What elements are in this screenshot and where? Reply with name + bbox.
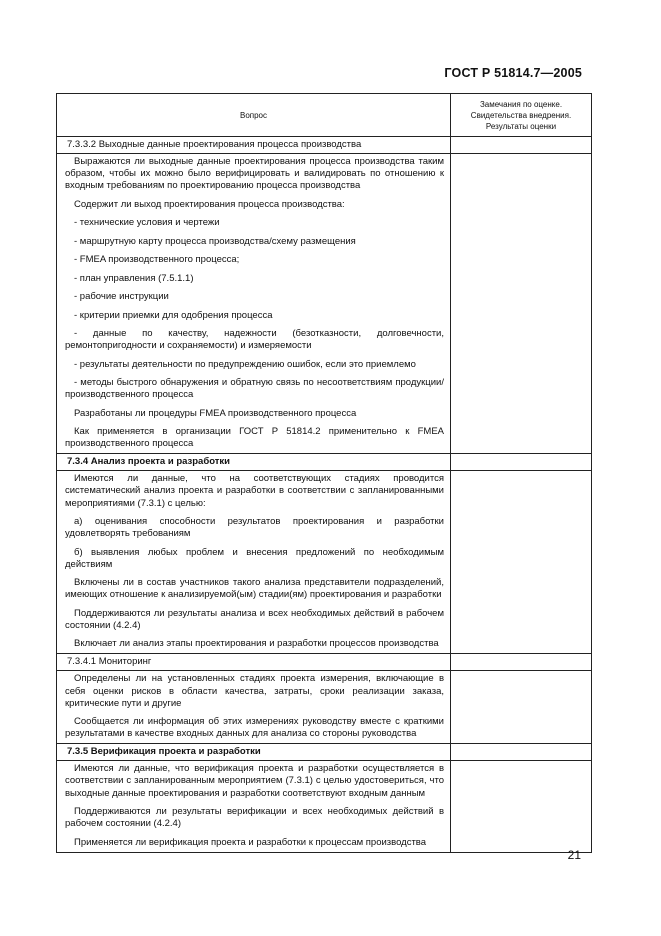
section-body xyxy=(57,471,451,654)
table-header-row xyxy=(57,94,592,137)
section-row xyxy=(57,137,592,154)
remarks-cell xyxy=(451,671,592,744)
paragraph: - данные по качеству, надежности (безотказности, долговечности, ремонтопригодности и сохраняемости) и измеряемости xyxy=(65,328,444,352)
section-body xyxy=(57,761,451,852)
paragraph: - рабочие инструкции xyxy=(74,291,169,303)
question-column-header: Вопрос xyxy=(57,94,451,137)
paragraph: Имеются ли данные, что верификация проекта и разработки осуществляется в соответствии с запланированным мероприятием (7.3.1) с целью удостовериться, что выходные данные проектирования и разработки соответствуют входным данным xyxy=(65,763,444,799)
remarks-cell xyxy=(451,454,592,471)
paragraph: Включены ли в состав участников такого анализа представители подразделений, имеющих отношение к анализируемой(ым) стадии(ям) проектирования и разработки xyxy=(65,577,444,601)
paragraph: - маршрутную карту процесса производства/схему размещения xyxy=(74,235,356,247)
paragraph: Как применяется в организации ГОСТ Р 51814.2 применительно к FMEA производственного процесса xyxy=(65,426,444,450)
section-row xyxy=(57,744,592,761)
paragraph: Имеются ли данные, что на соответствующих стадиях проводится систематический анализ проекта и разработки в соответствии с запланированными мероприятиями (7.3.1) с целью: xyxy=(65,473,444,509)
section-row xyxy=(57,454,592,471)
paragraph: Выражаются ли выходные данные проектирования процесса производства таким образом, чтобы их можно было верифицировать и валидировать по отношению к входным требованиям по проектированию процесса производства xyxy=(65,156,444,192)
paragraph: Определены ли на установленных стадиях проекта измерения, включающие в себя оценки рисков в области качества, затраты, сроки реализации заказа, критические пути и другие xyxy=(65,673,444,709)
paragraph: Сообщается ли информация об этих измерениях руководству вместе с краткими результатами в качестве входных данных для анализа со стороны руководства xyxy=(65,716,444,740)
section-body-row xyxy=(57,154,592,454)
remarks-cell xyxy=(451,154,592,454)
paragraph: - технические условия и чертежи xyxy=(74,217,220,229)
section-body xyxy=(57,671,451,744)
section-title: 7.3.4 Анализ проекта и разработки xyxy=(57,454,451,471)
paragraph: - методы быстрого обнаружения и обратную связь по несоответствиям продукции/производственного процесса xyxy=(65,377,444,401)
paragraph: Разработаны ли процедуры FMEA производственного процесса xyxy=(74,407,357,419)
remarks-cell xyxy=(451,761,592,852)
paragraph: - план управления (7.5.1.1) xyxy=(74,272,194,284)
paragraph: Включает ли анализ этапы проектирования и разработки процессов производства xyxy=(74,638,439,650)
section-title: 7.3.5 Верификация проекта и разработки xyxy=(57,744,451,761)
paragraph: б) выявления любых проблем и внесения предложений по необходимым действиям xyxy=(65,546,444,570)
remarks-column-header: Замечания по оценке. Свидетельства внедрения. Результаты оценки xyxy=(451,94,592,137)
paragraph: - FMEA производственного процесса; xyxy=(74,254,240,266)
paragraph: а) оценивания способности результатов проектирования и разработки удовлетворять требованиям xyxy=(65,516,444,540)
paragraph: - критерии приемки для одобрения процесса xyxy=(74,309,273,321)
section-title: 7.3.3.2 Выходные данные проектирования процесса производства xyxy=(57,137,451,154)
page-number: 21 xyxy=(567,848,581,862)
remarks-cell xyxy=(451,471,592,654)
section-body-row xyxy=(57,471,592,654)
assessment-table xyxy=(56,93,592,853)
section-row xyxy=(57,654,592,671)
remarks-cell xyxy=(451,654,592,671)
section-body xyxy=(57,154,451,454)
paragraph: Применяется ли верификация проекта и разработки к процессам производства xyxy=(74,836,427,848)
section-title: 7.3.4.1 Мониторинг xyxy=(57,654,451,671)
remarks-cell xyxy=(451,744,592,761)
paragraph: Содержит ли выход проектирования процесса производства: xyxy=(74,198,345,210)
paragraph: - результаты деятельности по предупреждению ошибок, если это приемлемо xyxy=(74,358,416,370)
section-body-row xyxy=(57,761,592,852)
document-code: ГОСТ Р 51814.7—2005 xyxy=(444,66,582,80)
paragraph: Поддерживаются ли результаты анализа и всех необходимых действий в рабочем состоянии (4.2.4) xyxy=(65,607,444,631)
paragraph: Поддерживаются ли результаты верификации и всех необходимых действий в рабочем состоянии (4.2.4) xyxy=(65,805,444,830)
section-body-row xyxy=(57,671,592,744)
remarks-cell xyxy=(451,137,592,154)
